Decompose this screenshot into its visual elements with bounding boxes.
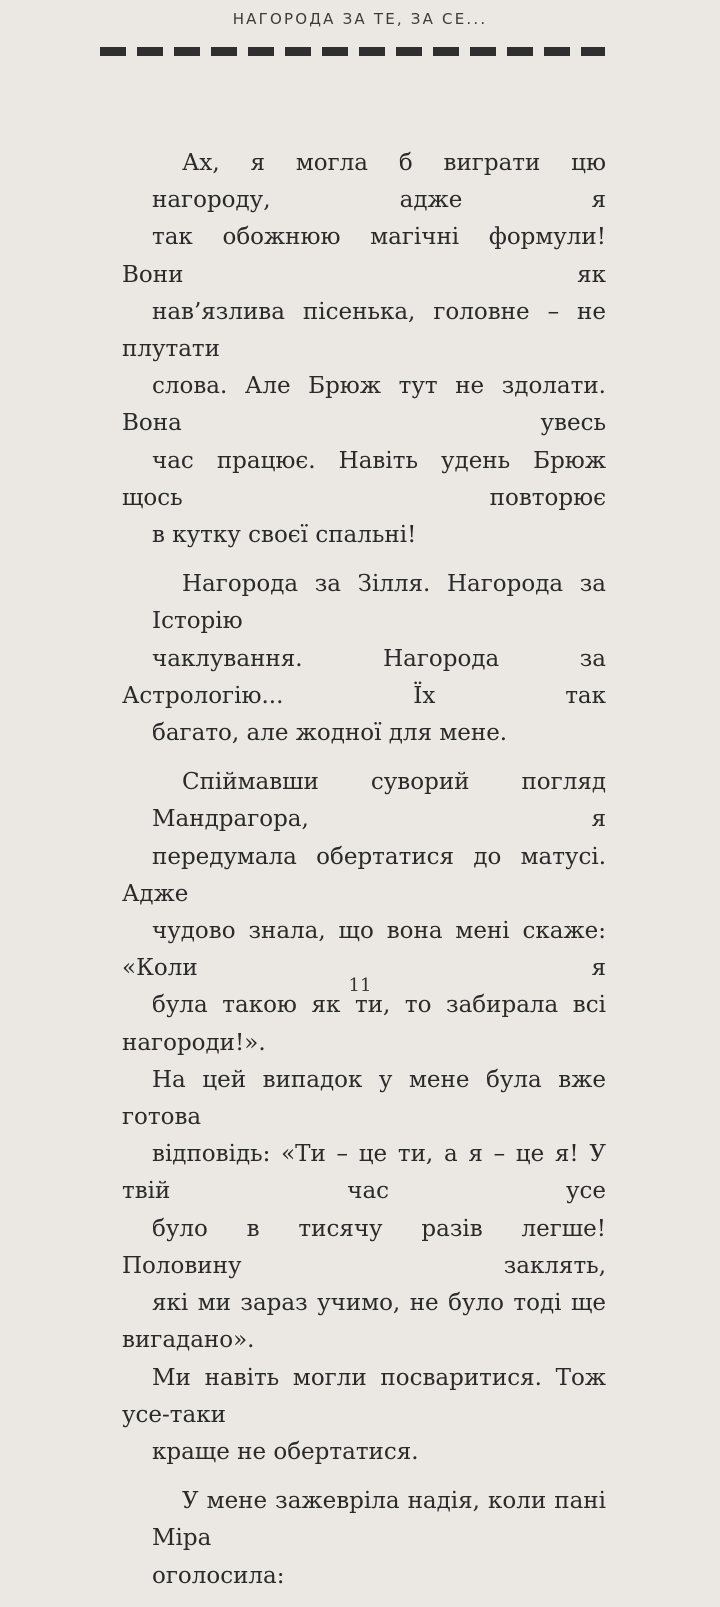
- paragraph-2: [122, 566, 606, 752]
- paragraph-1: [122, 145, 606, 554]
- body-text: [122, 145, 606, 1607]
- paragraph-3: [122, 764, 606, 1471]
- text-line: в кутку своєї спальні!: [152, 522, 417, 549]
- text-line: У мене зажевріла надія, коли пані Міра: [152, 1488, 606, 1552]
- text-line: багато, але жодної для мене.: [152, 720, 508, 747]
- text-line: Спіймавши суворий погляд Мандрагора, я: [152, 769, 606, 833]
- paragraph-4: [122, 1483, 606, 1595]
- text-line: нав’язлива пісенька, головне – не плутати: [122, 298, 606, 363]
- running-head: НАГОРОДА ЗА ТЕ, ЗА СЕ...: [232, 10, 488, 28]
- text-line: краще не обертатися.: [152, 1438, 419, 1465]
- text-line: була такою як ти, то забирала всі нагороди!».: [122, 992, 606, 1056]
- text-line: Ах, я могла б виграти цю нагороду, адже я: [152, 150, 606, 214]
- text-line: було в тисячу разів легше! Половину заклять,: [122, 1215, 606, 1279]
- text-line: чудово знала, що вона мені скаже: «Коли я: [122, 918, 606, 982]
- text-line: чаклування. Нагорода за Астрологію... Їх так: [122, 645, 606, 709]
- text-line: які ми зараз учимо, не було тоді ще вигадано».: [122, 1290, 606, 1354]
- text-line: Нагорода за Зілля. Нагорода за Історію: [152, 571, 606, 635]
- text-line: час працює. Навіть удень Брюж щось повторює: [122, 447, 606, 511]
- text-line: так обожнюю магічні формули! Вони як: [122, 224, 606, 288]
- page-number: 11: [348, 975, 372, 996]
- text-line: оголосила:: [152, 1562, 285, 1589]
- text-line: На цей випадок у мене була вже готова: [122, 1066, 606, 1131]
- text-line: відповідь: «Ти – це ти, а я – це я! У твій час усе: [122, 1141, 606, 1205]
- dashed-rule: [100, 47, 605, 56]
- text-line: передумала обертатися до матусі. Адже: [122, 843, 606, 907]
- text-line: Ми навіть могли посваритися. Тож усе-таки: [122, 1364, 606, 1428]
- text-line: слова. Але Брюж тут не здолати. Вона увесь: [122, 373, 606, 437]
